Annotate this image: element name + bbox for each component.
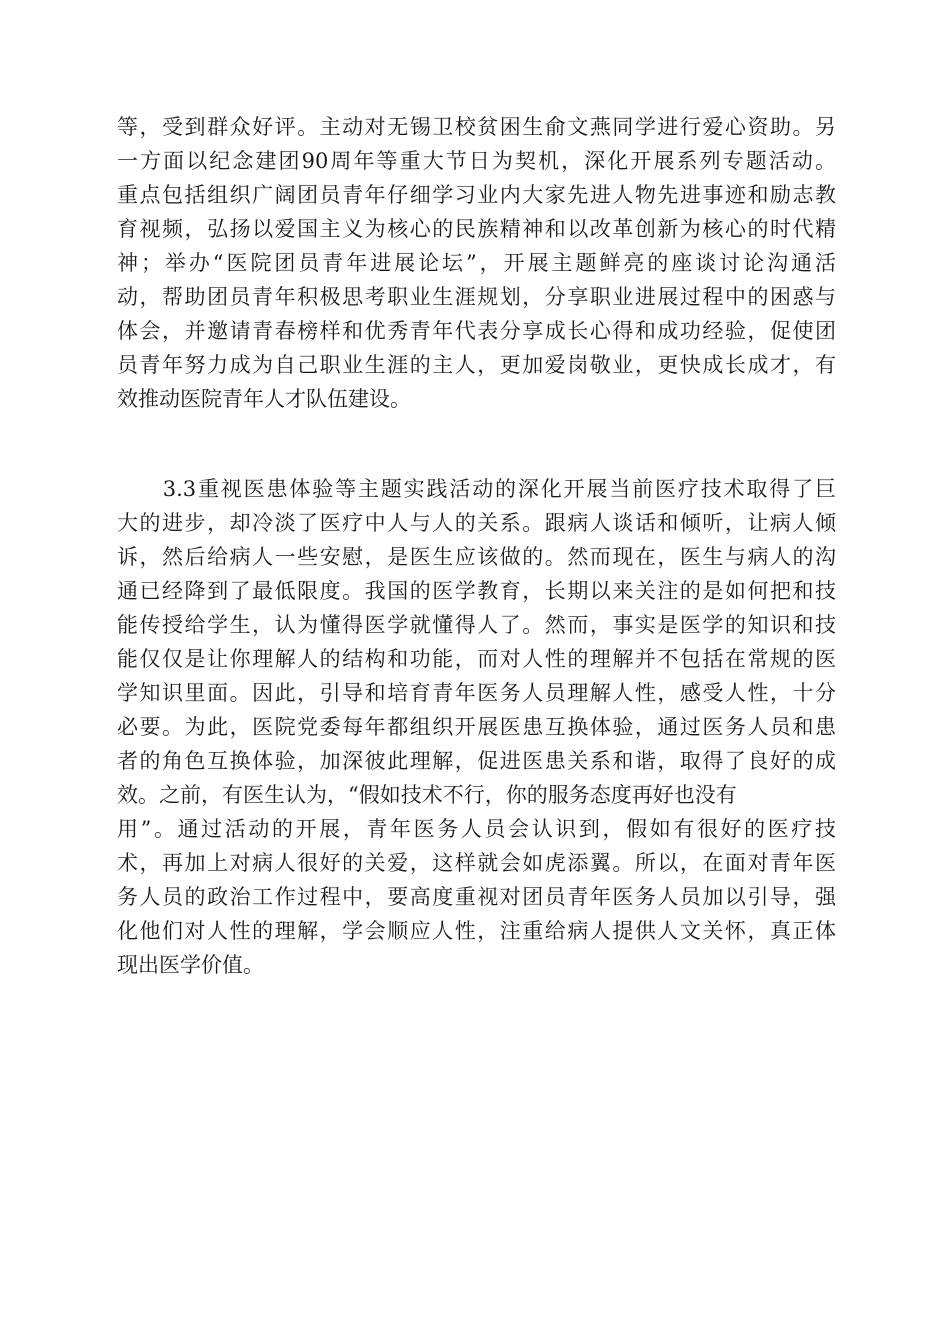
paragraph-2-line: 诉，然后给病人一些安慰，是医生应该做的。然而现在，医生与病人的沟	[117, 545, 836, 569]
paragraph-2-line: 术，再加上对病人很好的关爱，这样就会如虎添翼。所以，在面对青年医	[117, 851, 836, 875]
paragraph-2-line: 学知识里面。因此，引导和培育青年医务人员理解人性，感受人性，十分	[117, 681, 836, 705]
paragraph-2	[117, 472, 836, 982]
paragraph-1	[117, 110, 836, 416]
paragraph-2-line: 大的进步，却冷淡了医疗中人与人的关系。跟病人谈话和倾听，让病人倾	[117, 511, 836, 535]
paragraph-2-line: 化他们对人性的理解，学会顺应人性，注重给病人提供人文关怀，真正体	[117, 919, 836, 943]
paragraph-2-line: 务人员的政治工作过程中，要高度重视对团员青年医务人员加以引导，强	[117, 885, 836, 909]
paragraph-2-line: 现出医学价值。	[117, 953, 264, 977]
paragraph-2-line: 效。之前，有医生认为，“假如技术不行，你的服务态度再好也没有	[117, 783, 737, 807]
paragraph-1-line: 重点包括组织广阔团员青年仔细学习业内大家先进人物先进事迹和励志教	[117, 183, 836, 207]
paragraph-2-line: 必要。为此，医院党委每年都组织开展医患互换体验，通过医务人员和患	[117, 715, 836, 739]
paragraph-2-line: 用”。通过活动的开展，青年医务人员会认识到，假如有很好的医疗技	[117, 817, 836, 841]
paragraph-2-line: 能仅仅是让你理解人的结构和功能，而对人性的理解并不包括在常规的医	[117, 647, 836, 671]
paragraph-1-line: 员青年努力成为自己职业生涯的主人，更加爱岗敬业，更快成长成才，有	[117, 353, 836, 377]
paragraph-2-line: 通已经降到了最低限度。我国的医学教育，长期以来关注的是如何把和技	[117, 579, 836, 603]
paragraph-2-line: 能传授给学生，认为懂得医学就懂得人了。然而，事实是医学的知识和技	[117, 613, 836, 637]
paragraph-1-line: 效推动医院青年人才队伍建设。	[117, 387, 411, 411]
paragraph-2-line: 3.3重视医患体验等主题实践活动的深化开展当前医疗技术取得了巨	[117, 477, 836, 501]
paragraph-1-line: 动，帮助团员青年积极思考职业生涯规划，分享职业进展过程中的困惑与	[117, 285, 836, 309]
paragraph-1-line: 神；举办“医院团员青年进展论坛”，开展主题鲜亮的座谈讨论沟通活	[117, 251, 836, 275]
paragraph-1-line: 一方面以纪念建团90周年等重大节日为契机，深化开展系列专题活动。	[117, 149, 836, 173]
paragraph-1-line: 育视频，弘扬以爱国主义为核心的民族精神和以改革创新为核心的时代精	[117, 217, 836, 241]
paragraph-1-line: 体会，并邀请青春榜样和优秀青年代表分享成长心得和成功经验，促使团	[117, 319, 836, 343]
paragraph-1-line: 等，受到群众好评。主动对无锡卫校贫困生俞文燕同学进行爱心资助。另	[117, 115, 836, 139]
paragraph-2-line: 者的角色互换体验，加深彼此理解，促进医患关系和谐，取得了良好的成	[117, 749, 836, 773]
